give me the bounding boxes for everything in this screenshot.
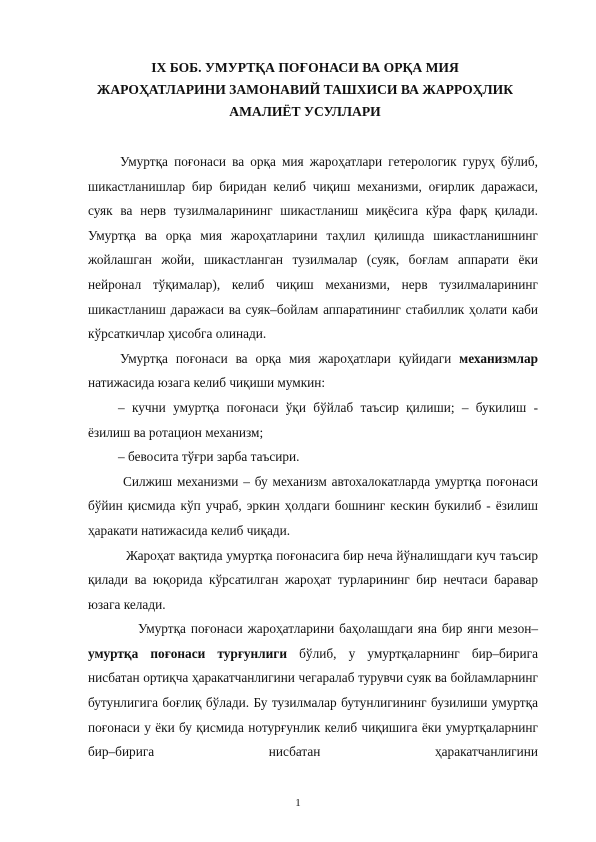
body-text [88, 150, 538, 765]
chapter-title-line-3: АМАЛИЁТ УСУЛЛАРИ [229, 104, 381, 119]
paragraph-mechanisms-text: Умуртқа поғонаси ва орқа мия жароҳатлари қуйидаги [120, 350, 452, 366]
paragraph-stability-text: Умуртқа поғонаси жароҳатларини баҳолашдаги яна бир янги мезон– [138, 621, 538, 637]
paragraph-injury-forces: Жароҳат вақтида умуртқа поғонасига бир неча йўналишдаги куч таъсир қилади ва юқорида кўрсатилган жароҳат турларининг бир нечтаси баравар юзага келади. [88, 547, 538, 612]
list-item-axial-bending: – кучни умуртқа поғонаси ўқи бўйлаб таъсир қилиши; – букилиш - ёзилиш ва ротацион механизм; [88, 399, 538, 440]
paragraph-mechanisms [88, 347, 538, 396]
paragraph-displacement: Силжиш механизми – бу механизм автохалокатларда умуртқа поғонаси бўйин қисмида кўп учраб, эркин ҳолдаги бошнинг кескин букилиб - ёзилиш ҳаракати натижасида келиб чиқади. [88, 473, 538, 538]
page-number: 1 [295, 797, 301, 809]
chapter-title [70, 57, 540, 123]
paragraph-stability-tail: бўлиб, у умуртқаларнинг бир–бирига нисбатан ортиқча ҳаракатчанлигини чегаралаб турувчи суяк ва бойламларнинг бутунлигига боғлиқ бўлади. Бу тузилмалар бутунлигининг бузилиши умуртқа поғонаси у ёки бу қисмида нотурғунлик келиб чиқишига ёки умуртқаларнинг бир–бирига нисбатан ҳаракатчанлигини [88, 645, 538, 760]
paragraph-intro: Умуртқа поғонаси ва орқа мия жароҳатлари гетерологик гуруҳ бўлиб, шикастланишлар бир биридан келиб чиқиш механизми, оғирлик даражаси, суяк ва нерв тузилмаларининг шикастланиш миқёсига кўра фарқ қилади. Умуртқа ва орқа мия жароҳатларини таҳлил қилишда шикастланишнинг жойлашган жойи, шикастланган тузилмалар (суяк, боғлам аппарати ёки нейронал тўқималар), келиб чиқиш механизми, нерв тузилмаларининг шикастланиш даражаси ва суяк–бойлам аппаратининг стабиллик ҳолати каби кўрсаткичлар ҳисобга олинади. [88, 154, 538, 342]
chapter-title-line-1: IX БОБ. УМУРТҚА ПОҒОНАСИ ВА ОРҚА МИЯ [151, 60, 459, 75]
mechanisms-term: механизмлар [459, 350, 539, 366]
list-item-direct-impact: – бевосита тўғри зарба таъсири. [118, 449, 300, 465]
chapter-title-line-2: ЖАРОҲАТЛАРИНИ ЗАМОНАВИЙ ТАШХИСИ ВА ЖАРРОҲЛИК [96, 82, 514, 97]
stability-term: умуртқа поғонаси турғунлиги [88, 645, 287, 661]
paragraph-stability [88, 617, 538, 765]
paragraph-mechanisms-tail: натижасида юзага келиб чиқиши мумкин: [88, 375, 326, 391]
